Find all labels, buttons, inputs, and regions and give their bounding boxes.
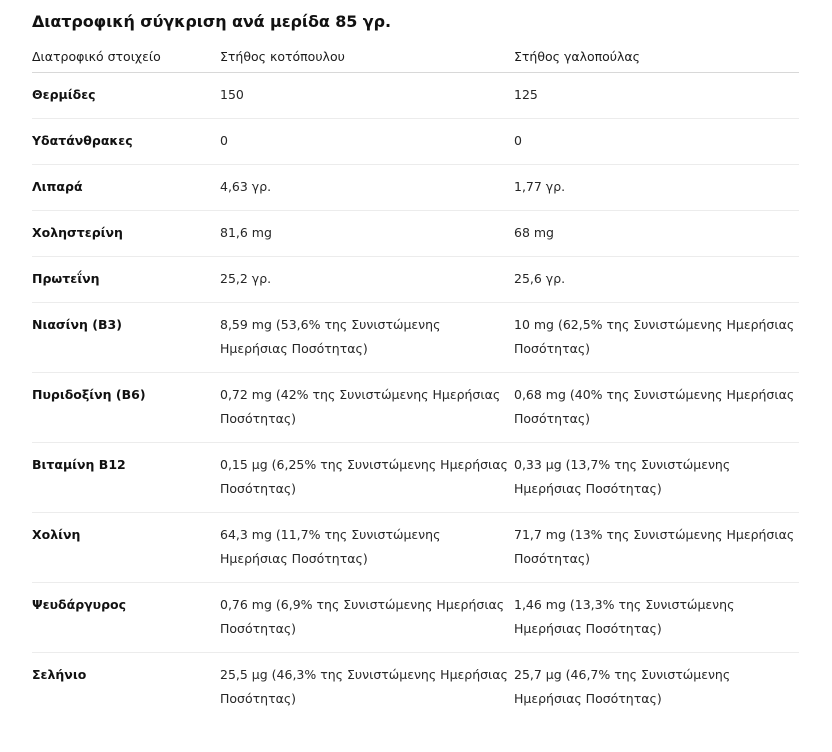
- chicken-value: 150: [220, 73, 514, 119]
- nutrient-name: Πυριδοξίνη (B6): [32, 373, 220, 443]
- turkey-value: 0: [514, 119, 799, 165]
- chicken-value: 81,6 mg: [220, 211, 514, 257]
- nutrient-name: Πρωτεΐνη: [32, 257, 220, 303]
- turkey-value: 1,46 mg (13,3% της Συνιστώμενης Ημερήσιας Ποσότητας): [514, 583, 799, 653]
- table-header: [32, 40, 799, 73]
- nutrient-name: Χοληστερίνη: [32, 211, 220, 257]
- header-row: [32, 40, 799, 73]
- chicken-value: 0: [220, 119, 514, 165]
- nutrient-name: Σελήνιο: [32, 667, 87, 682]
- nutrient-name: Χολίνη: [32, 513, 220, 583]
- chicken-value: 25,2 γρ.: [220, 257, 514, 303]
- nutrient-name: Νιασίνη (B3): [32, 303, 220, 373]
- header-chicken-breast: Στήθος κοτόπουλου: [220, 40, 514, 73]
- nutrient-name: Βιταμίνη B12: [32, 443, 220, 513]
- turkey-value: 0,68 mg (40% της Συνιστώμενης Ημερήσιας Ποσότητας): [514, 373, 799, 443]
- nutrient-name: Λιπαρά: [32, 165, 220, 211]
- turkey-value: 0,33 μg (13,7% της Συνιστώμενης Ημερήσιας Ποσότητας): [514, 443, 799, 513]
- nutrient-name: Θερμίδες: [32, 73, 220, 119]
- table-row: [32, 211, 799, 257]
- nutrient-name: Υδατάνθρακες: [32, 119, 220, 165]
- table-row: [32, 583, 799, 653]
- table-row: [32, 165, 799, 211]
- turkey-value: 68 mg: [514, 211, 799, 257]
- table-row: [32, 653, 799, 723]
- header-nutrient: Διατροφικό στοιχείο: [32, 40, 220, 73]
- page-title: Διατροφική σύγκριση ανά μερίδα 85 γρ.: [32, 12, 391, 31]
- turkey-value: 10 mg (62,5% της Συνιστώμενης Ημερήσιας Ποσότητας): [514, 303, 799, 373]
- nutrient-name: Ψευδάργυρος: [32, 583, 220, 653]
- turkey-value: 25,7 μg (46,7% της Συνιστώμενης Ημερήσιας Ποσότητας): [514, 667, 731, 706]
- table-row: [32, 257, 799, 303]
- table-row: [32, 73, 799, 119]
- chicken-value: 0,15 μg (6,25% της Συνιστώμενης Ημερήσιας Ποσότητας): [220, 443, 514, 513]
- table-body: [32, 73, 799, 723]
- turkey-value: 71,7 mg (13% της Συνιστώμενης Ημερήσιας Ποσότητας): [514, 513, 799, 583]
- chicken-value: 0,72 mg (42% της Συνιστώμενης Ημερήσιας Ποσότητας): [220, 373, 514, 443]
- turkey-value: 1,77 γρ.: [514, 165, 799, 211]
- chicken-value: 4,63 γρ.: [220, 165, 514, 211]
- chicken-value: 8,59 mg (53,6% της Συνιστώμενης Ημερήσιας Ποσότητας): [220, 303, 514, 373]
- table-row: [32, 373, 799, 443]
- table-row: [32, 513, 799, 583]
- chicken-value: 25,5 μg (46,3% της Συνιστώμενης Ημερήσιας Ποσότητας): [220, 667, 508, 706]
- table-row: [32, 443, 799, 513]
- table-row: [32, 119, 799, 165]
- nutrition-comparison-table: [32, 40, 799, 722]
- chicken-value: 0,76 mg (6,9% της Συνιστώμενης Ημερήσιας Ποσότητας): [220, 583, 514, 653]
- turkey-value: 125: [514, 73, 799, 119]
- turkey-value: 25,6 γρ.: [514, 257, 799, 303]
- chicken-value: 64,3 mg (11,7% της Συνιστώμενης Ημερήσιας Ποσότητας): [220, 513, 514, 583]
- table-row: [32, 303, 799, 373]
- header-turkey-breast: Στήθος γαλοπούλας: [514, 40, 799, 73]
